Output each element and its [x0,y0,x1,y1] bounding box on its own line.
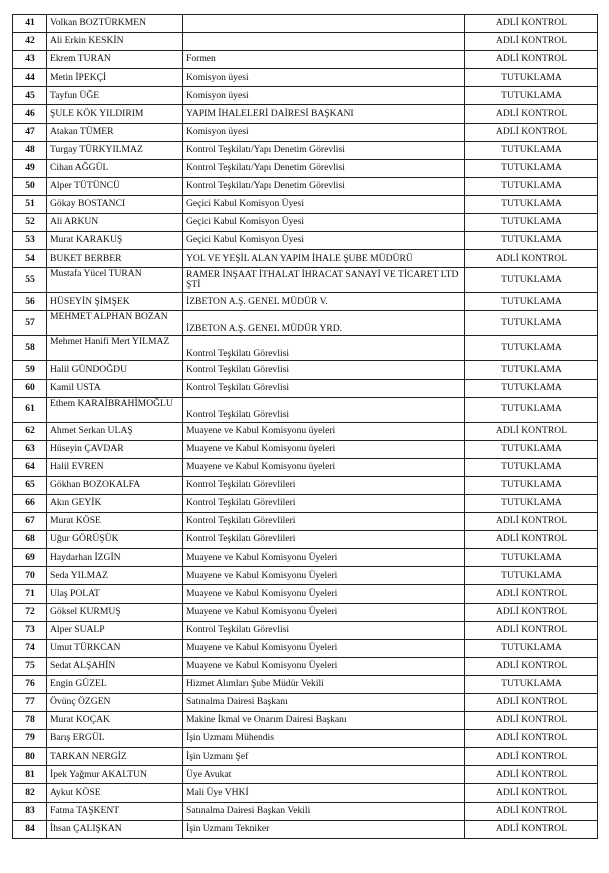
legal-status: ADLİ KONTROL [465,694,598,712]
duty-title [183,33,465,51]
row-number: 56 [13,293,47,311]
row-number: 68 [13,531,47,549]
duty-title: Makine İkmal ve Onarım Dairesi Başkanı [183,712,465,730]
row-number: 51 [13,195,47,213]
person-name: HÜSEYİN ŞİMŞEK [47,293,183,311]
duty-title: YAPIM İHALELERİ DAİRESİ BAŞKANI [183,105,465,123]
duty-title: Komisyon üyesi [183,123,465,141]
legal-status: TUTUKLAMA [465,268,598,293]
legal-status: TUTUKLAMA [465,549,598,567]
legal-status: ADLİ KONTROL [465,15,598,33]
legal-status: ADLİ KONTROL [465,51,598,69]
person-name: Haydarhan İZGİN [47,549,183,567]
person-name: Ali Erkin KESKİN [47,33,183,51]
legal-status: TUTUKLAMA [465,141,598,159]
person-name: Murat KARAKUŞ [47,232,183,250]
table-row [13,694,598,712]
duty-title: Satınalma Dairesi Başkanı [183,694,465,712]
row-number: 61 [13,397,47,422]
table-row [13,105,598,123]
row-number: 46 [13,105,47,123]
table-row [13,440,598,458]
person-name: Fatma TAŞKENT [47,802,183,820]
table-row [13,748,598,766]
row-number: 54 [13,250,47,268]
row-number: 59 [13,361,47,379]
table-row [13,123,598,141]
duty-title: Muayene ve Kabul Komisyonu Üyeleri [183,549,465,567]
person-name: Barış ERGÜL [47,730,183,748]
legal-status: ADLİ KONTROL [465,105,598,123]
person-name: TARKAN NERGİZ [47,748,183,766]
legal-status: ADLİ KONTROL [465,513,598,531]
legal-status: ADLİ KONTROL [465,250,598,268]
person-name: Ethem KARAİBRAHİMOĞLU [47,397,183,422]
legal-status: TUTUKLAMA [465,159,598,177]
row-number: 48 [13,141,47,159]
suspect-list-table [12,14,598,839]
legal-status: ADLİ KONTROL [465,585,598,603]
row-number: 82 [13,784,47,802]
duty-title: Formen [183,51,465,69]
table-row [13,195,598,213]
legal-status: ADLİ KONTROL [465,766,598,784]
table-row [13,730,598,748]
legal-status: ADLİ KONTROL [465,33,598,51]
person-name: Ahmet Serkan ULAŞ [47,422,183,440]
table-row [13,141,598,159]
legal-status: TUTUKLAMA [465,311,598,336]
table-row [13,422,598,440]
legal-status: ADLİ KONTROL [465,712,598,730]
person-name: Aykut KÖSE [47,784,183,802]
table-row [13,268,598,293]
person-name: Gökhan BOZOKALFA [47,476,183,494]
duty-title: Muayene ve Kabul Komisyonu Üyeleri [183,657,465,675]
person-name: Gökay BOSTANCI [47,195,183,213]
table-row [13,675,598,693]
duty-title: Muayene ve Kabul Komisyonu Üyeleri [183,567,465,585]
person-name: Mustafa Yücel TURAN [47,268,183,293]
row-number: 67 [13,513,47,531]
person-name: Uğur GÖRÜŞÜK [47,531,183,549]
duty-title: Hizmet Alımları Şube Müdür Vekili [183,675,465,693]
row-number: 75 [13,657,47,675]
row-number: 44 [13,69,47,87]
legal-status: TUTUKLAMA [465,379,598,397]
table-row [13,639,598,657]
legal-status: TUTUKLAMA [465,494,598,512]
row-number: 73 [13,621,47,639]
table-row [13,657,598,675]
person-name: İhsan ÇALIŞKAN [47,820,183,838]
row-number: 57 [13,311,47,336]
person-name: ŞULE KÖK YILDIRIM [47,105,183,123]
table-row [13,603,598,621]
duty-title: Kontrol Teşkilatı Görevlileri [183,476,465,494]
table-row [13,820,598,838]
person-name: Engin GÜZEL [47,675,183,693]
duty-title: Geçici Kabul Komisyon Üyesi [183,195,465,213]
row-number: 53 [13,232,47,250]
table-row [13,784,598,802]
duty-title: Kontrol Teşkilatı Görevlileri [183,531,465,549]
table-row [13,293,598,311]
legal-status: TUTUKLAMA [465,195,598,213]
person-name: MEHMET ALPHAN BOZAN [47,311,183,336]
table-row [13,621,598,639]
legal-status: TUTUKLAMA [465,293,598,311]
table-row [13,585,598,603]
person-name: Ulaş POLAT [47,585,183,603]
row-number: 52 [13,214,47,232]
legal-status: TUTUKLAMA [465,458,598,476]
legal-status: ADLİ KONTROL [465,422,598,440]
person-name: Ali ARKUN [47,214,183,232]
table-row [13,802,598,820]
person-name: Metin İPEKÇİ [47,69,183,87]
duty-title: Muayene ve Kabul Komisyonu üyeleri [183,458,465,476]
table-body [13,15,598,839]
person-name: Seda YILMAZ [47,567,183,585]
table-row [13,531,598,549]
legal-status: TUTUKLAMA [465,177,598,195]
person-name: Tayfun ÜĞE [47,87,183,105]
person-name: Akın GEYİK [47,494,183,512]
duty-title: Muayene ve Kabul Komisyonu Üyeleri [183,639,465,657]
duty-title: İşin Uzmanı Mühendis [183,730,465,748]
duty-title: RAMER İNŞAAT İTHALAT İHRACAT SANAYİ VE TİCARET LTD ŞTİ [183,268,465,293]
duty-title: Kontrol Teşkilatı Görevlisi [183,361,465,379]
table-row [13,15,598,33]
legal-status: ADLİ KONTROL [465,730,598,748]
duty-title: Kontrol Teşkilatı Görevlileri [183,513,465,531]
person-name: Kamil USTA [47,379,183,397]
table-row [13,51,598,69]
person-name: Umut TÜRKCAN [47,639,183,657]
row-number: 58 [13,336,47,361]
duty-title: Muayene ve Kabul Komisyonu üyeleri [183,440,465,458]
row-number: 62 [13,422,47,440]
person-name: Murat KÖSE [47,513,183,531]
row-number: 64 [13,458,47,476]
person-name: Göksel KURMUŞ [47,603,183,621]
table-row [13,549,598,567]
duty-title: Kontrol Teşkilatı/Yapı Denetim Görevlisi [183,159,465,177]
person-name: Halil GÜNDOĞDU [47,361,183,379]
legal-status: TUTUKLAMA [465,567,598,585]
person-name: Sedat ALŞAHİN [47,657,183,675]
duty-title: Kontrol Teşkilatı/Yapı Denetim Görevlisi [183,141,465,159]
duty-title: YOL VE YEŞİL ALAN YAPIM İHALE ŞUBE MÜDÜRÜ [183,250,465,268]
duty-title: İZBETON A.Ş. GENEL MÜDÜR V. [183,293,465,311]
table-row [13,87,598,105]
duty-title: Komisyon üyesi [183,87,465,105]
row-number: 47 [13,123,47,141]
row-number: 43 [13,51,47,69]
legal-status: TUTUKLAMA [465,361,598,379]
legal-status: TUTUKLAMA [465,336,598,361]
row-number: 81 [13,766,47,784]
table-row [13,766,598,784]
duty-title: Muayene ve Kabul Komisyonu üyeleri [183,422,465,440]
duty-title: İşin Uzmanı Şef [183,748,465,766]
table-row [13,159,598,177]
row-number: 72 [13,603,47,621]
person-name: Murat KOÇAK [47,712,183,730]
duty-title: Kontrol Teşkilatı Görevlisi [183,621,465,639]
row-number: 77 [13,694,47,712]
table-row [13,250,598,268]
row-number: 84 [13,820,47,838]
legal-status: ADLİ KONTROL [465,531,598,549]
duty-title: Kontrol Teşkilatı/Yapı Denetim Görevlisi [183,177,465,195]
legal-status: TUTUKLAMA [465,440,598,458]
legal-status: TUTUKLAMA [465,639,598,657]
row-number: 74 [13,639,47,657]
person-name: BUKET BERBER [47,250,183,268]
table-row [13,214,598,232]
legal-status: TUTUKLAMA [465,214,598,232]
table-row [13,567,598,585]
legal-status: ADLİ KONTROL [465,784,598,802]
duty-title: Kontrol Teşkilatı Görevlisi [183,336,465,361]
duty-title: Muayene ve Kabul Komisyonu Üyeleri [183,603,465,621]
legal-status: ADLİ KONTROL [465,820,598,838]
row-number: 83 [13,802,47,820]
table-row [13,311,598,336]
legal-status: TUTUKLAMA [465,675,598,693]
table-row [13,232,598,250]
row-number: 45 [13,87,47,105]
table-row [13,712,598,730]
table-row [13,397,598,422]
legal-status: ADLİ KONTROL [465,621,598,639]
legal-status: ADLİ KONTROL [465,123,598,141]
table-row [13,476,598,494]
person-name: Mehmet Hanifi Mert YILMAZ [47,336,183,361]
duty-title: İşin Uzmanı Tekniker [183,820,465,838]
row-number: 79 [13,730,47,748]
legal-status: TUTUKLAMA [465,476,598,494]
duty-title: Mali Üye VHKİ [183,784,465,802]
row-number: 66 [13,494,47,512]
person-name: Turgay TÜRKYILMAZ [47,141,183,159]
table-row [13,69,598,87]
person-name: Atakan TÜMER [47,123,183,141]
row-number: 55 [13,268,47,293]
duty-title [183,15,465,33]
legal-status: ADLİ KONTROL [465,748,598,766]
person-name: İpek Yağmur AKALTUN [47,766,183,784]
row-number: 65 [13,476,47,494]
legal-status: TUTUKLAMA [465,232,598,250]
table-row [13,379,598,397]
row-number: 60 [13,379,47,397]
table-row [13,494,598,512]
person-name: Övünç ÖZGEN [47,694,183,712]
row-number: 41 [13,15,47,33]
row-number: 42 [13,33,47,51]
row-number: 78 [13,712,47,730]
table-row [13,361,598,379]
row-number: 49 [13,159,47,177]
duty-title: Geçici Kabul Komisyon Üyesi [183,232,465,250]
duty-title: Üye Avukat [183,766,465,784]
row-number: 70 [13,567,47,585]
legal-status: ADLİ KONTROL [465,603,598,621]
duty-title: Satınalma Dairesi Başkan Vekili [183,802,465,820]
person-name: Volkan BOZTÜRKMEN [47,15,183,33]
duty-title: Muayene ve Kabul Komisyonu Üyeleri [183,585,465,603]
row-number: 76 [13,675,47,693]
legal-status: TUTUKLAMA [465,87,598,105]
row-number: 50 [13,177,47,195]
person-name: Halil EVREN [47,458,183,476]
duty-title: İZBETON A.Ş. GENEL MÜDÜR YRD. [183,311,465,336]
row-number: 69 [13,549,47,567]
duty-title: Geçici Kabul Komisyon Üyesi [183,214,465,232]
person-name: Cihan AĞGÜL [47,159,183,177]
table-row [13,513,598,531]
legal-status: TUTUKLAMA [465,69,598,87]
table-row [13,33,598,51]
duty-title: Kontrol Teşkilatı Görevlileri [183,494,465,512]
row-number: 80 [13,748,47,766]
person-name: Ekrem TURAN [47,51,183,69]
table-row [13,177,598,195]
person-name: Hüseyin ÇAVDAR [47,440,183,458]
legal-status: ADLİ KONTROL [465,657,598,675]
duty-title: Kontrol Teşkilatı Görevlisi [183,379,465,397]
legal-status: ADLİ KONTROL [465,802,598,820]
duty-title: Kontrol Teşkilatı Görevlisi [183,397,465,422]
row-number: 71 [13,585,47,603]
table-row [13,458,598,476]
legal-status: TUTUKLAMA [465,397,598,422]
row-number: 63 [13,440,47,458]
table-row [13,336,598,361]
person-name: Alper TÜTÜNCÜ [47,177,183,195]
person-name: Alper SUALP [47,621,183,639]
duty-title: Komisyon üyesi [183,69,465,87]
